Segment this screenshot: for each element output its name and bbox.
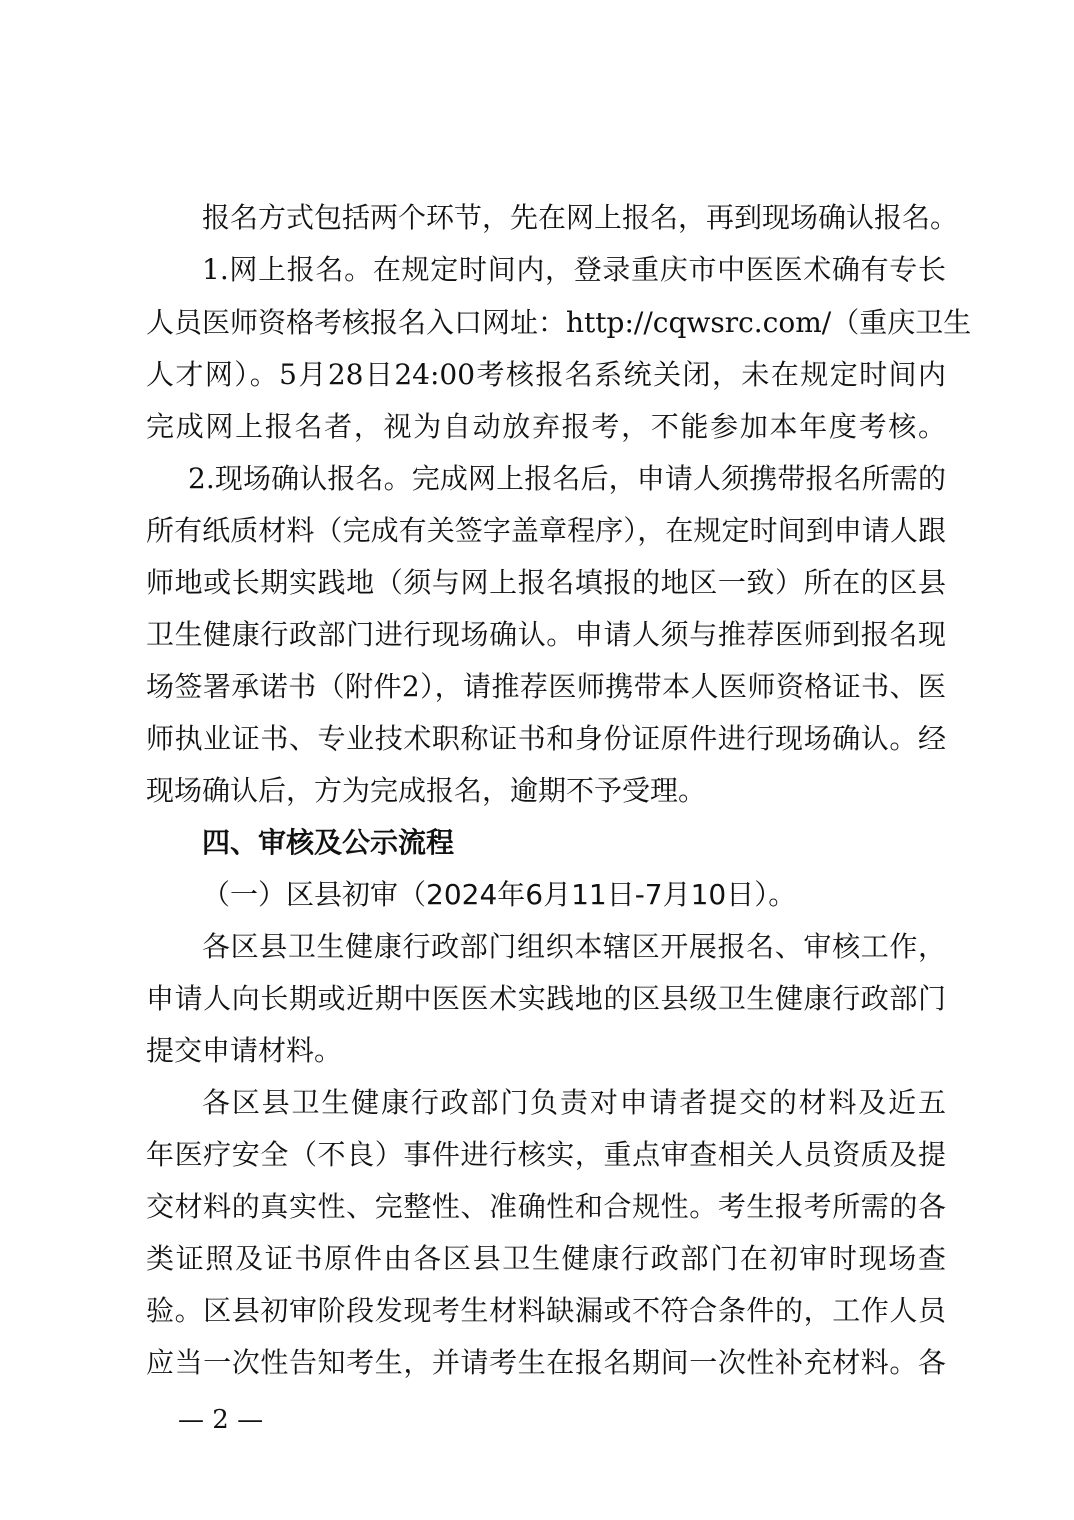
- paragraph-line: 人才网）。5月28日24:00考核报名系统关闭，未在规定时间内: [146, 358, 946, 391]
- paragraph-line: 验。区县初审阶段发现考生材料缺漏或不符合条件的，工作人员: [146, 1294, 946, 1327]
- paragraph-line: 2.现场确认报名。完成网上报名后，申请人须携带报名所需的: [188, 462, 946, 495]
- paragraph-line: 交材料的真实性、完整性、准确性和合规性。考生报考所需的各: [146, 1190, 946, 1223]
- paragraph-line: 类证照及证书原件由各区县卫生健康行政部门在初审时现场查: [146, 1242, 946, 1275]
- paragraph-line: 各区县卫生健康行政部门负责对申请者提交的材料及近五: [202, 1086, 946, 1119]
- paragraph-line: 1.网上报名。在规定时间内，登录重庆市中医医术确有专长: [202, 253, 946, 286]
- page-number: — 2 —: [178, 1405, 264, 1435]
- subsection-heading: （一）区县初审（2024年6月11日-7月10日）。: [202, 878, 797, 911]
- paragraph-line: 所有纸质材料（完成有关签字盖章程序），在规定时间到申请人跟: [146, 514, 946, 547]
- paragraph-line: 完成网上报名者，视为自动放弃报考，不能参加本年度考核。: [146, 410, 946, 443]
- paragraph-line: 师地或长期实践地（须与网上报名填报的地区一致）所在的区县: [146, 566, 946, 599]
- paragraph-line: 人员医师资格考核报名入口网址：http://cqwsrc.com/（重庆卫生: [146, 306, 972, 339]
- paragraph-line: 提交申请材料。: [146, 1034, 343, 1067]
- paragraph-line: 申请人向长期或近期中医医术实践地的区县级卫生健康行政部门: [146, 982, 946, 1015]
- paragraph-line: 应当一次性告知考生，并请考生在报名期间一次性补充材料。各: [146, 1346, 946, 1379]
- paragraph-line: 现场确认后，方为完成报名，逾期不予受理。: [146, 774, 707, 807]
- paragraph-line: 报名方式包括两个环节，先在网上报名，再到现场确认报名。: [202, 201, 959, 234]
- paragraph-line: 卫生健康行政部门进行现场确认。申请人须与推荐医师到报名现: [146, 618, 946, 651]
- paragraph-line: 年医疗安全（不良）事件进行核实，重点审查相关人员资质及提: [146, 1138, 946, 1171]
- paragraph-line: 场签署承诺书（附件2），请推荐医师携带本人医师资格证书、医: [146, 670, 946, 703]
- section-heading: 四、审核及公示流程: [202, 826, 455, 859]
- paragraph-line: 师执业证书、专业技术职称证书和身份证原件进行现场确认。经: [146, 722, 946, 755]
- paragraph-line: 各区县卫生健康行政部门组织本辖区开展报名、审核工作，: [202, 930, 946, 963]
